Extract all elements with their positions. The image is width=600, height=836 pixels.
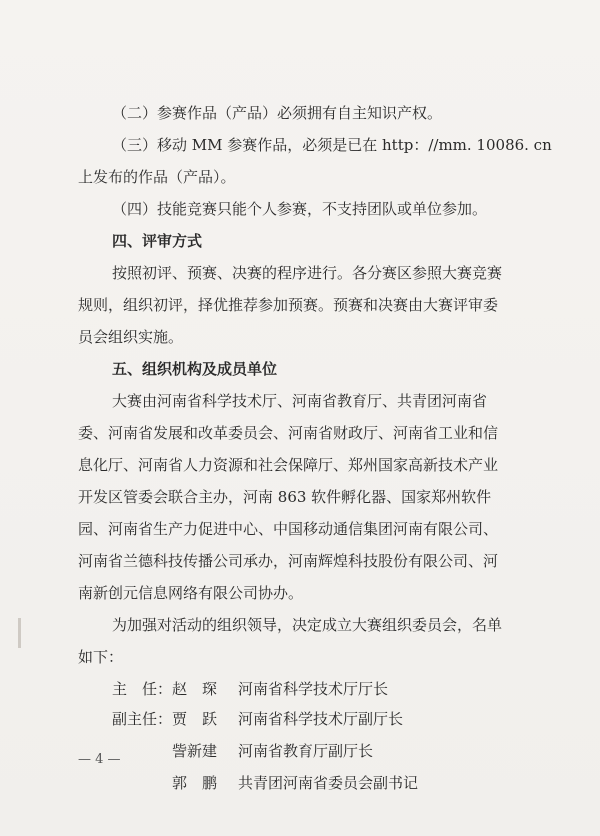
section-5-line: 河南省兰德科技传播公司承办，河南辉煌科技股份有限公司、河 xyxy=(78,552,499,570)
scan-artifact xyxy=(18,618,21,648)
section-4-line1: 按照初评、预赛、决赛的程序进行。各分赛区参照大赛竞赛 xyxy=(112,264,503,282)
section-5-line: 大赛由河南省科学技术厅、河南省教育厅、共青团河南省 xyxy=(112,392,488,410)
member-name: 郭 鹏 xyxy=(172,774,218,792)
section-5-line: 园、河南省生产力促进中心、中国移动通信集团河南有限公司、 xyxy=(78,520,499,538)
member-role: 主 任： xyxy=(112,680,173,698)
member-name: 訾新建 xyxy=(172,742,218,760)
section-5-heading: 五、组织机构及成员单位 xyxy=(112,360,278,378)
item-3-line2: 上发布的作品（产品）。 xyxy=(78,168,236,186)
section-4-heading: 四、评审方式 xyxy=(112,232,203,250)
member-row xyxy=(112,678,217,699)
item-2: （二）参赛作品（产品）必须拥有自主知识产权。 xyxy=(112,104,443,122)
member-name: 赵 琛 xyxy=(172,680,218,698)
section-4-line3: 员会组织实施。 xyxy=(78,328,184,346)
member-row xyxy=(112,708,217,729)
section-5-line: 委、河南省发展和改革委员会、河南省财政厅、河南省工业和信 xyxy=(78,424,499,442)
item-3-line1: （三）移动 MM 参赛作品，必须是已在 http：//mm. 10086. cn xyxy=(112,136,552,154)
member-title: 河南省教育厅副厅长 xyxy=(238,742,374,760)
committee-line1: 为加强对活动的组织领导，决定成立大赛组织委员会，名单 xyxy=(112,616,503,634)
member-role: 副主任： xyxy=(112,710,173,728)
item-4: （四）技能竞赛只能个人参赛，不支持团队或单位参加。 xyxy=(112,200,488,218)
committee-line2: 如下： xyxy=(78,648,124,666)
member-title: 共青团河南省委员会副书记 xyxy=(238,774,419,792)
section-5-line: 开发区管委会联合主办，河南 863 软件孵化器、国家郑州软件 xyxy=(78,488,492,506)
member-title: 河南省科学技术厅副厅长 xyxy=(238,710,404,728)
section-4-line2: 规则，组织初评，择优推荐参加预赛。预赛和决赛由大赛评审委 xyxy=(78,296,499,314)
page-number: — 4 — xyxy=(78,752,121,767)
member-name: 贾 跃 xyxy=(172,710,218,728)
section-5-line: 息化厅、河南省人力资源和社会保障厅、郑州国家高新技术产业 xyxy=(78,456,499,474)
member-title: 河南省科学技术厅厅长 xyxy=(238,680,389,698)
section-5-line: 南新创元信息网络有限公司协办。 xyxy=(78,584,304,602)
